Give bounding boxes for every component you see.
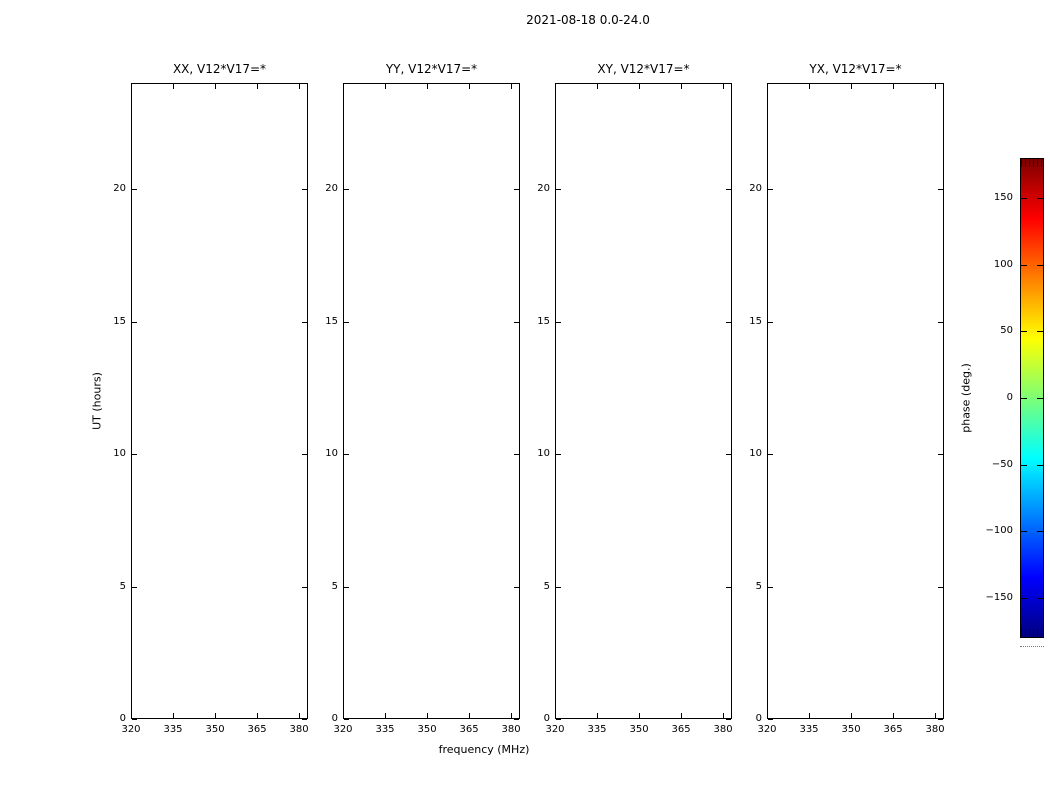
- x-tick-label: 380: [289, 724, 309, 735]
- y-tick: [938, 587, 943, 588]
- y-tick: [556, 454, 561, 455]
- colorbar-hatch-top: [1021, 159, 1043, 167]
- x-tick: [681, 713, 682, 718]
- y-tick: [938, 719, 943, 720]
- x-tick: [851, 713, 852, 718]
- x-tick: [767, 713, 768, 718]
- y-tick: [132, 719, 137, 720]
- x-tick-label: 320: [333, 724, 353, 735]
- x-tick-label: 335: [587, 724, 607, 735]
- colorbar-tick: [1037, 531, 1043, 532]
- y-tick-label: 5: [543, 580, 550, 592]
- x-tick: [809, 84, 810, 89]
- y-tick-label: 20: [749, 183, 762, 194]
- x-tick-label: 380: [501, 724, 521, 735]
- y-tick-label: 15: [749, 315, 762, 327]
- x-tick: [555, 84, 556, 89]
- x-tick-label: 365: [671, 724, 691, 735]
- y-tick: [768, 587, 773, 588]
- colorbar-tick: [1021, 331, 1027, 332]
- y-tick: [768, 454, 773, 455]
- x-tick-label: 350: [841, 724, 861, 735]
- colorbar-tick: [1037, 465, 1043, 466]
- y-tick-label: 0: [119, 713, 126, 724]
- y-tick-label: 15: [113, 315, 126, 327]
- colorbar-tick: [1037, 598, 1043, 599]
- x-tick: [173, 713, 174, 718]
- x-axis-label: frequency (MHz): [438, 743, 530, 756]
- y-tick: [938, 322, 943, 323]
- x-tick-label: 350: [417, 724, 437, 735]
- colorbar-tick: [1037, 398, 1043, 399]
- y-tick: [132, 454, 137, 455]
- y-tick: [344, 454, 349, 455]
- x-tick: [427, 713, 428, 718]
- x-tick: [131, 84, 132, 89]
- colorbar-tick: [1037, 331, 1043, 332]
- x-tick: [681, 84, 682, 89]
- x-tick: [767, 84, 768, 89]
- y-tick: [132, 189, 137, 190]
- y-tick: [344, 322, 349, 323]
- y-tick-label: 10: [537, 448, 550, 459]
- x-tick-label: 350: [205, 724, 225, 735]
- y-tick-label: 5: [119, 580, 126, 592]
- x-tick-label: 365: [247, 724, 267, 735]
- x-tick: [639, 84, 640, 89]
- subplot-title-yy: YY, V12*V17=*: [385, 62, 478, 76]
- x-tick-label: 320: [121, 724, 141, 735]
- x-tick: [639, 713, 640, 718]
- colorbar-tick-label: 150: [993, 192, 1013, 203]
- colorbar-tick: [1037, 198, 1043, 199]
- x-tick: [511, 84, 512, 89]
- x-tick: [597, 84, 598, 89]
- y-tick-label: 0: [543, 713, 550, 724]
- y-tick: [768, 189, 773, 190]
- x-tick: [555, 713, 556, 718]
- x-tick-label: 335: [163, 724, 183, 735]
- colorbar-label: phase (deg.): [959, 363, 973, 433]
- x-tick: [935, 84, 936, 89]
- y-tick: [556, 322, 561, 323]
- x-tick: [299, 84, 300, 89]
- colorbar-tick-label: 0: [1006, 392, 1013, 403]
- colorbar-tick: [1021, 265, 1027, 266]
- subplot-title-xy: XY, V12*V17=*: [597, 62, 690, 76]
- x-tick-label: 380: [925, 724, 945, 735]
- subplot-box-yx: [767, 83, 944, 719]
- y-tick-label: 0: [331, 713, 338, 724]
- x-tick-label: 365: [883, 724, 903, 735]
- y-tick-label: 5: [755, 580, 762, 592]
- x-tick: [343, 713, 344, 718]
- x-tick: [935, 713, 936, 718]
- x-tick-label: 380: [713, 724, 733, 735]
- x-tick: [469, 84, 470, 89]
- x-tick: [809, 713, 810, 718]
- colorbar-hatch-bottom: [1021, 629, 1043, 637]
- y-tick: [768, 322, 773, 323]
- x-tick: [723, 84, 724, 89]
- x-tick: [257, 713, 258, 718]
- colorbar-tick-label: −150: [985, 592, 1013, 603]
- y-tick: [132, 322, 137, 323]
- y-tick: [132, 587, 137, 588]
- subplot-box-xy: [555, 83, 732, 719]
- x-tick: [215, 84, 216, 89]
- subplot-title-xx: XX, V12*V17=*: [172, 62, 267, 76]
- y-tick-label: 15: [537, 315, 550, 327]
- colorbar-tick: [1021, 465, 1027, 466]
- colorbar-tick-label: 100: [993, 258, 1013, 270]
- x-tick: [893, 84, 894, 89]
- colorbar-tick: [1021, 531, 1027, 532]
- x-tick: [173, 84, 174, 89]
- x-tick: [257, 84, 258, 89]
- x-tick-label: 320: [545, 724, 565, 735]
- colorbar-tick-label: 50: [1000, 325, 1013, 337]
- y-axis-label: UT (hours): [90, 372, 104, 430]
- x-tick: [893, 713, 894, 718]
- colorbar-tick: [1021, 598, 1027, 599]
- colorbar-tick: [1021, 398, 1027, 399]
- colorbar-tick-label: −100: [985, 525, 1013, 537]
- y-tick: [938, 189, 943, 190]
- x-tick-label: 320: [757, 724, 777, 735]
- y-tick: [556, 587, 561, 588]
- y-tick-label: 5: [331, 580, 338, 592]
- y-tick-label: 10: [325, 448, 338, 459]
- y-tick: [556, 189, 561, 190]
- x-tick-label: 335: [375, 724, 395, 735]
- x-tick-label: 365: [459, 724, 479, 735]
- y-tick: [938, 454, 943, 455]
- y-tick: [768, 719, 773, 720]
- x-tick: [597, 713, 598, 718]
- colorbar-dotted-line: [1020, 646, 1044, 647]
- figure-suptitle: 2021-08-18 0.0-24.0: [526, 13, 650, 27]
- y-tick-label: 0: [755, 713, 762, 724]
- x-tick: [131, 713, 132, 718]
- x-tick: [385, 84, 386, 89]
- subplot-box-yy: [343, 83, 520, 719]
- y-tick: [344, 587, 349, 588]
- x-tick: [469, 713, 470, 718]
- x-tick: [851, 84, 852, 89]
- x-tick: [343, 84, 344, 89]
- y-tick-label: 15: [325, 315, 338, 327]
- x-tick: [385, 713, 386, 718]
- y-tick: [344, 189, 349, 190]
- subplot-box-xx: [131, 83, 308, 719]
- y-tick-label: 10: [113, 448, 126, 459]
- x-tick: [215, 713, 216, 718]
- y-tick-label: 20: [537, 183, 550, 194]
- y-tick: [344, 719, 349, 720]
- y-tick-label: 10: [749, 448, 762, 459]
- colorbar-tick: [1021, 198, 1027, 199]
- x-tick-label: 335: [799, 724, 819, 735]
- x-tick-label: 350: [629, 724, 649, 735]
- y-tick: [556, 719, 561, 720]
- subplot-title-yx: YX, V12*V17=*: [809, 62, 902, 76]
- y-tick-label: 20: [325, 183, 338, 194]
- colorbar-tick-label: −50: [991, 458, 1013, 470]
- x-tick: [427, 84, 428, 89]
- y-tick-label: 20: [113, 183, 126, 194]
- colorbar-tick: [1037, 265, 1043, 266]
